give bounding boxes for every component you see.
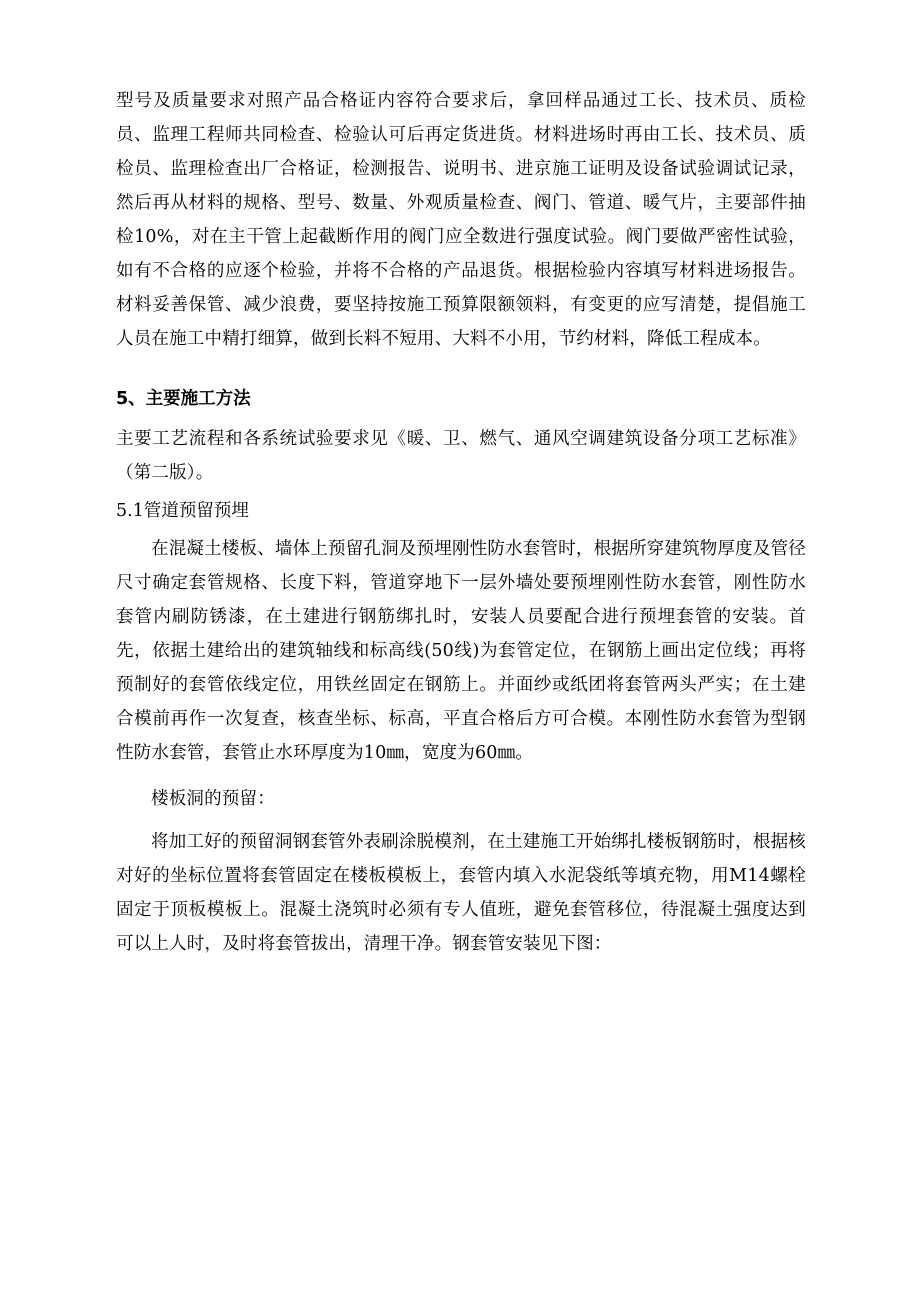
paragraph-floor-opening-title: 楼板洞的预留： bbox=[151, 789, 275, 809]
paragraph-floor-opening-procedure: 将加工好的预留洞钢套管外表刷涂脱模剂，在土建施工开始绑扎楼板钢筋时，根据核对好的坐标位置将套管固定在楼板模板上，套管内填入水泥袋纸等填充物，用M14螺栓固定于顶板模板上。混凝土浇筑时必须有专人值班，避免套管移位，待混凝土强度达到可以上人时，及时将套管拔出，清理干净。钢套管安装见下图： bbox=[116, 832, 806, 954]
section-heading-construction-methods: 5、主要施工方法 bbox=[116, 389, 251, 409]
paragraph-process-standard: 主要工艺流程和各系统试验要求见《暖、卫、燃气、通风空调建筑设备分项工艺标准》（第二版）。 bbox=[116, 429, 806, 483]
paragraph-sleeve-embedding: 在混凝土楼板、墙体上预留孔洞及预埋刚性防水套管时，根据所穿建筑物厚度及管径尺寸确定套管规格、长度下料，管道穿地下一层外墙处要预埋刚性防水套管，刚性防水套管内刷防锈漆，在土建进行钢筋绑扎时，安装人员要配合进行预埋套管的安装。首先，依据土建给出的建筑轴线和标高线(50线)为套管定位，在钢筋上画出定位线；再将预制好的套管依线定位，用铁丝固定在钢筋上。并面纱或纸团将套管两头严实；在土建合模前再作一次复查，核查坐标、标高，平直合格后方可合模。本刚性防水套管为型钢性防水套管，套管止水环厚度为10㎜，宽度为60㎜。 bbox=[116, 539, 806, 763]
paragraph-material-inspection: 型号及质量要求对照产品合格证内容符合要求后，拿回样品通过工长、技术员、质检员、监理工程师共同检查、检验认可后再定货进货。材料进场时再由工长、技术员、质检员、监理检查出厂合格证，检测报告、说明书、进京施工证明及设备试验调试记录，然后再从材料的规格、型号、数量、外观质量检查、阀门、管道、暖气片，主要部件抽检10%，对在主干管上起截断作用的阀门应全数进行强度试验。阀门要做严密性试验，如有不合格的应逐个检验，并将不合格的产品退货。根据检验内容填写材料进场报告。材料妥善保管、减少浪费，要坚持按施工预算限额领料，有变更的应写清楚，提倡施工人员在施工中精打细算，做到长料不短用、大料不小用，节约材料，降低工程成本。 bbox=[116, 91, 806, 349]
subsection-heading-pipe-embedding: 5.1管道预留预埋 bbox=[116, 501, 249, 521]
